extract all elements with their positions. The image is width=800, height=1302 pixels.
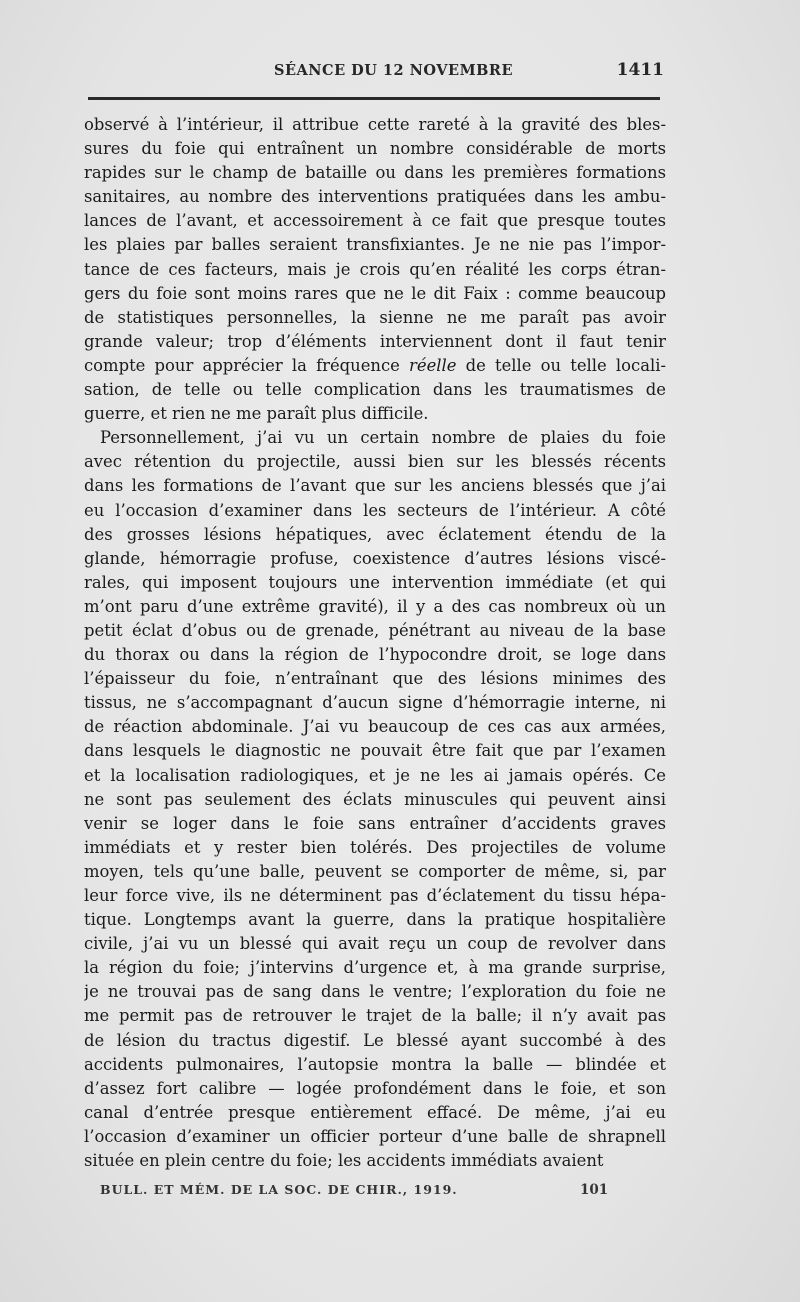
text-line: observé à l’intérieur, il attribue cette rareté à la gravité des bles- bbox=[84, 115, 666, 134]
text-line: canal d’entrée presque entièrement effacé. De même, j’ai eu bbox=[84, 1102, 666, 1122]
text-line: de réaction abdominale. J’ai vu beaucoup de ces cas aux armées, bbox=[84, 717, 666, 737]
text-line: du thorax ou dans la région de l’hypocondre droit, se loge dans bbox=[84, 645, 666, 665]
text-line: rales, qui imposent toujours une intervention immédiate (et qui bbox=[84, 572, 666, 592]
text-line: les plaies par balles seraient transfixiantes. Je ne nie pas l’impor- bbox=[84, 235, 666, 255]
text-line: compte pour apprécier la fréquence réelle de telle ou telle locali- bbox=[84, 355, 666, 375]
text-line: l’occasion d’examiner un officier porteur d’une balle de shrapnell bbox=[84, 1126, 666, 1146]
journal-signature: BULL. ET MÉM. DE LA SOC. DE CHIR., 1919. bbox=[100, 1182, 458, 1197]
text-line: moyen, tels qu’une balle, peuvent se comporter de même, si, par bbox=[84, 861, 666, 881]
text-line: sation, de telle ou telle complication dans les traumatismes de bbox=[84, 380, 666, 400]
text-line: me permit pas de retrouver le trajet de la balle; il n’y avait pas bbox=[84, 1006, 666, 1026]
text-line: dans lesquels le diagnostic ne pouvait être fait que par l’examen bbox=[84, 741, 666, 761]
text-line: guerre, et rien ne me paraît plus difficile. bbox=[84, 404, 429, 424]
running-title: SÉANCE DU 12 NOVEMBRE bbox=[274, 62, 514, 79]
text-line: tissus, ne s’accompagnant d’aucun signe d’hémorragie interne, ni bbox=[84, 693, 666, 713]
footer bbox=[100, 1182, 620, 1204]
text-line: de lésion du tractus digestif. Le blessé ayant succombé à des bbox=[84, 1030, 666, 1050]
text-line: dans les formations de l’avant que sur les anciens blessés que j’ai bbox=[84, 476, 666, 496]
text-line: eu l’occasion d’examiner dans les secteurs de l’intérieur. A côté bbox=[84, 500, 666, 520]
text-line: accidents pulmonaires, l’autopsie montra la balle — blindée et bbox=[84, 1054, 666, 1074]
text-line: la région du foie; j’intervins d’urgence et, à ma grande surprise, bbox=[84, 958, 666, 978]
text-line: leur force vive, ils ne déterminent pas d’éclatement du tissu hépa- bbox=[84, 886, 666, 905]
text-line: civile, j’ai vu un blessé qui avait reçu un coup de revolver dans bbox=[84, 934, 666, 954]
text-line: sures du foie qui entraînent un nombre considérable de morts bbox=[84, 139, 666, 159]
text-line: petit éclat d’obus ou de grenade, pénétrant au niveau de la base bbox=[84, 620, 666, 640]
text-line: lances de l’avant, et accessoirement à ce fait que presque toutes bbox=[84, 211, 666, 231]
text-line: située en plein centre du foie; les accidents immédiats avaient bbox=[84, 1151, 604, 1171]
page-number: 1411 bbox=[616, 60, 664, 80]
body-text bbox=[84, 113, 666, 1173]
text-line: tance de ces facteurs, mais je crois qu’en réalité les corps étran- bbox=[84, 259, 666, 279]
text-line: gers du foie sont moins rares que ne le dit Faix : comme beaucoup bbox=[84, 283, 666, 303]
header-rule bbox=[88, 97, 660, 100]
text-line: et la localisation radiologiques, et je ne les ai jamais opérés. Ce bbox=[84, 765, 666, 785]
text-line: immédiats et y rester bien tolérés. Des projectiles de volume bbox=[84, 837, 666, 857]
text-line: d’assez fort calibre — logée profondément dans le foie, et son bbox=[84, 1078, 666, 1098]
text-line: m’ont paru d’une extrême gravité), il y a des cas nombreux où un bbox=[84, 596, 666, 616]
text-line: je ne trouvai pas de sang dans le ventre; l’exploration du foie ne bbox=[84, 982, 666, 1002]
text-line: sanitaires, au nombre des interventions pratiquées dans les ambu- bbox=[84, 187, 666, 207]
text-line: l’épaisseur du foie, n’entraînant que des lésions minimes des bbox=[84, 669, 666, 689]
text-line: ne sont pas seulement des éclats minuscules qui peuvent ainsi bbox=[84, 789, 666, 809]
text-line: venir se loger dans le foie sans entraîner d’accidents graves bbox=[84, 813, 666, 833]
text-line: tique. Longtemps avant la guerre, dans la pratique hospitalière bbox=[84, 910, 666, 930]
running-header bbox=[84, 58, 664, 88]
text-line: grande valeur; trop d’éléments interviennent dont il faut tenir bbox=[84, 331, 666, 351]
text-line: des grosses lésions hépatiques, avec éclatement étendu de la bbox=[84, 524, 666, 544]
sheet-number: 101 bbox=[580, 1182, 609, 1198]
text-line: Personnellement, j’ai vu un certain nombre de plaies du foie bbox=[100, 428, 666, 448]
text-line: glande, hémorragie profuse, coexistence d’autres lésions viscé- bbox=[84, 548, 666, 568]
text-line: rapides sur le champ de bataille ou dans les premières formations bbox=[84, 163, 666, 183]
text-line: avec rétention du projectile, aussi bien sur les blessés récents bbox=[84, 452, 666, 472]
text-line: de statistiques personnelles, la sienne ne me paraît pas avoir bbox=[84, 307, 666, 327]
